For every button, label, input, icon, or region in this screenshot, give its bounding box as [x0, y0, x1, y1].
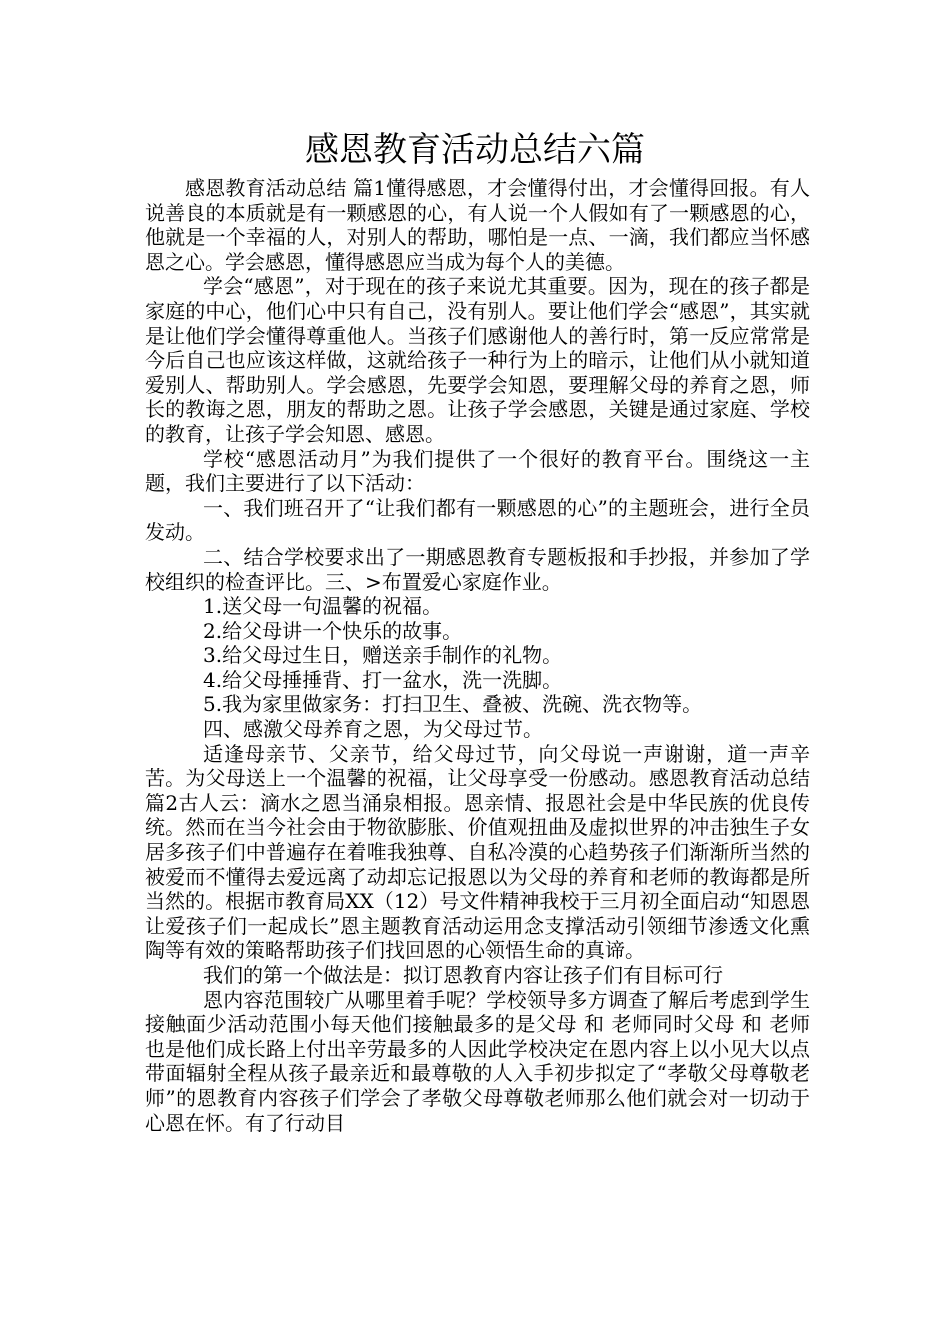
document-body — [145, 176, 810, 1135]
paragraph-5: 二、结合学校要求出了一期感恩教育专题板报和手抄报，并参加了学校组织的检查评比。三、>布置爱心家庭作业。 — [145, 544, 810, 594]
list-item-2: 2.给父母讲一个快乐的故事。 — [203, 618, 463, 643]
paragraph-7: 适逢母亲节、父亲节，给父母过节，向父母说一声谢谢，道一声辛苦。为父母送上一个温馨的祝福，让父母享受一份感动。感恩教育活动总结 篇2古人云：滴水之恩当涌泉相报。恩亲情、报恩社会是中华民族的优良传统。然而在当今社会由于物欲膨胀、价值观扭曲及虚拟世界的冲击独生子女居多孩子们中普遍存在着唯我独尊、自私冷漠的心趋势孩子们渐渐所当然的被爱而不懂得去爱远离了动却忘记报恩以为父母的养育和老师的教诲都是所当然的。根据市教育局XX（12）号文件精神我校于三月初全面启动“知恩恩让爱孩子们一起成长”恩主题教育活动运用念支撑活动引领细节渗透文化熏陶等有效的策略帮助孩子们找回恩的心领悟生命的真谛。 — [145, 741, 810, 963]
paragraph-4: 一、我们班召开了“让我们都有一颗感恩的心”的主题班会，进行全员发动。 — [145, 495, 810, 545]
paragraph-9: 恩内容范围较广从哪里着手呢？学校领导多方调查了解后考虑到学生接触面少活动范围小每天他们接触最多的是父母 和 老师同时父母 和 老师也是他们成长路上付出辛劳最多的人因此学校决定在恩内容上以小见大以点带面辐射全程从孩子最亲近和最尊敬的人入手初步拟定了“孝敬父母尊敬老师”的恩教育内容孩子们学会了孝敬父母尊敬老师那么他们就会对一切动于心恩在怀。有了行动目 — [145, 987, 810, 1135]
list-item-3: 3.给父母过生日，赠送亲手制作的礼物。 — [203, 643, 563, 668]
list-item-4: 4.给父母捶捶背、打一盆水，洗一洗脚。 — [203, 667, 563, 692]
paragraph-6: 四、感激父母养育之恩，为父母过节。 — [203, 717, 543, 742]
list-item-1: 1.送父母一句温馨的祝福。 — [203, 594, 443, 619]
paragraph-3: 学校“感恩活动月”为我们提供了一个很好的教育平台。围绕这一主题，我们主要进行了以下活动： — [145, 446, 810, 496]
paragraph-2: 学会“感恩”，对于现在的孩子来说尤其重要。因为，现在的孩子都是家庭的中心，他们心中只有自己，没有别人。要让他们学会“感恩”，其实就是让他们学会懂得尊重他人。当孩子们感谢他人的善行时，第一反应常常是今后自己也应该这样做，这就给孩子一种行为上的暗示，让他们从小就知道爱别人、帮助别人。学会感恩，先要学会知恩，要理解父母的养育之恩，师长的教诲之恩，朋友的帮助之恩。让孩子学会感恩，关键是通过家庭、学校的教育，让孩子学会知恩、感恩。 — [145, 274, 810, 446]
paragraph-8: 我们的第一个做法是：拟订恩教育内容让孩子们有目标可行 — [203, 963, 723, 987]
paragraph-1: 感恩教育活动总结 篇1懂得感恩，才会懂得付出，才会懂得回报。有人说善良的本质就是有一颗感恩的心，有人说一个人假如有了一颗感恩的心，他就是一个幸福的人，对别人的帮助，哪怕是一点、一滴，我们都应当怀感恩之心。学会感恩，懂得感恩应当成为每个人的美德。 — [145, 176, 810, 274]
list-item-5: 5.我为家里做家务：打扫卫生、叠被、洗碗、洗衣物等。 — [203, 692, 703, 717]
document-title: 感恩教育活动总结六篇 — [305, 130, 645, 170]
